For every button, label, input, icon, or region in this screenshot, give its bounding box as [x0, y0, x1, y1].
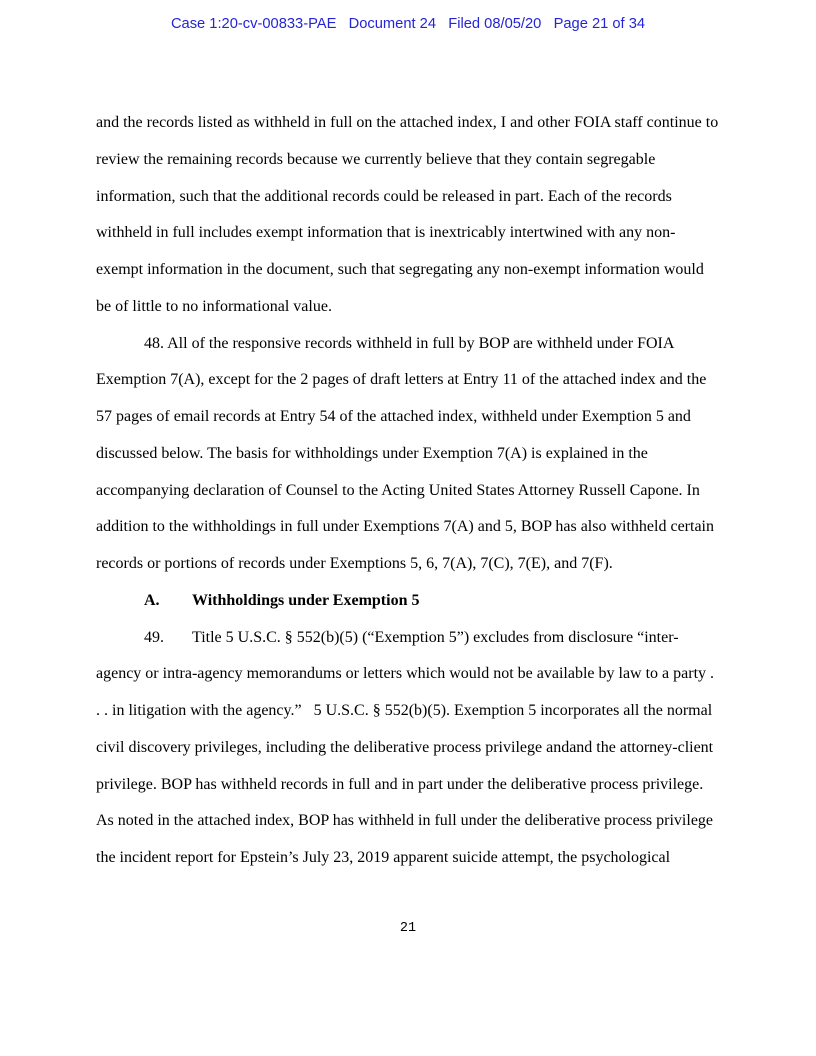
body-text-line: and the records listed as withheld in full on the attached index, I and other FOIA staff continue to — [96, 114, 719, 131]
document-body — [96, 105, 744, 877]
body-text-line: As noted in the attached index, BOP has withheld in full under the deliberative process privilege — [96, 812, 714, 830]
paragraph-label: 49. — [144, 628, 164, 646]
body-text-line: . . in litigation with the agency.” 5 U.S.C. § 552(b)(5). Exemption 5 incorporates all the normal — [96, 702, 713, 719]
body-text-line: 57 pages of email records at Entry 54 of the attached index, withheld under Exemption 5 and — [96, 408, 691, 425]
body-text-line: civil discovery privileges, including the deliberative process privilege andand the attorney-client — [96, 738, 714, 756]
body-text-line: Exemption 7(A), except for the 2 pages of draft letters at Entry 11 of the attached index and the — [96, 371, 707, 389]
body-text-line: privilege. BOP has withheld records in full and in part under the deliberative process privilege. — [96, 775, 704, 793]
body-text-line — [96, 620, 744, 657]
paragraph-text: Withholdings under Exemption 5 — [192, 591, 420, 609]
body-text-line: accompanying declaration of Counsel to the Acting United States Attorney Russell Capone. In — [96, 481, 700, 499]
body-text-line: records or portions of records under Exemptions 5, 6, 7(A), 7(C), 7(E), and 7(F). — [96, 555, 613, 572]
body-text-line: the incident report for Epstein’s July 23, 2019 apparent suicide attempt, the psychological — [96, 849, 671, 866]
page-number: 21 — [399, 921, 417, 936]
body-text-line: withheld in full includes exempt information that is inextricably intertwined with any non- — [96, 224, 676, 242]
body-text-line: exempt information in the document, such that segregating any non-exempt information would — [96, 261, 704, 278]
paragraph-text: Title 5 U.S.C. § 552(b)(5) (“Exemption 5”) excludes from disclosure “inter- — [192, 628, 679, 646]
section-heading — [96, 583, 744, 620]
body-text-line: addition to the withholdings in full under Exemptions 7(A) and 5, BOP has also withheld certain — [96, 518, 714, 536]
court-filing-stamp: Case 1:20-cv-00833-PAE Document 24 Filed 08/05/20 Page 21 of 34 — [170, 16, 646, 32]
body-text-line: information, such that the additional records could be released in part. Each of the records — [96, 187, 672, 205]
body-text-line: be of little to no informational value. — [96, 297, 332, 315]
body-text-line: 48. All of the responsive records withheld in full by BOP are withheld under FOIA — [144, 334, 675, 352]
body-text-line: agency or intra-agency memorandums or letters which would not be available by law to a party . — [96, 665, 715, 683]
paragraph-label: A. — [144, 591, 160, 609]
body-text-line: review the remaining records because we currently believe that they contain segregable — [96, 150, 656, 168]
body-text-line: discussed below. The basis for withholdings under Exemption 7(A) is explained in the — [96, 444, 648, 462]
